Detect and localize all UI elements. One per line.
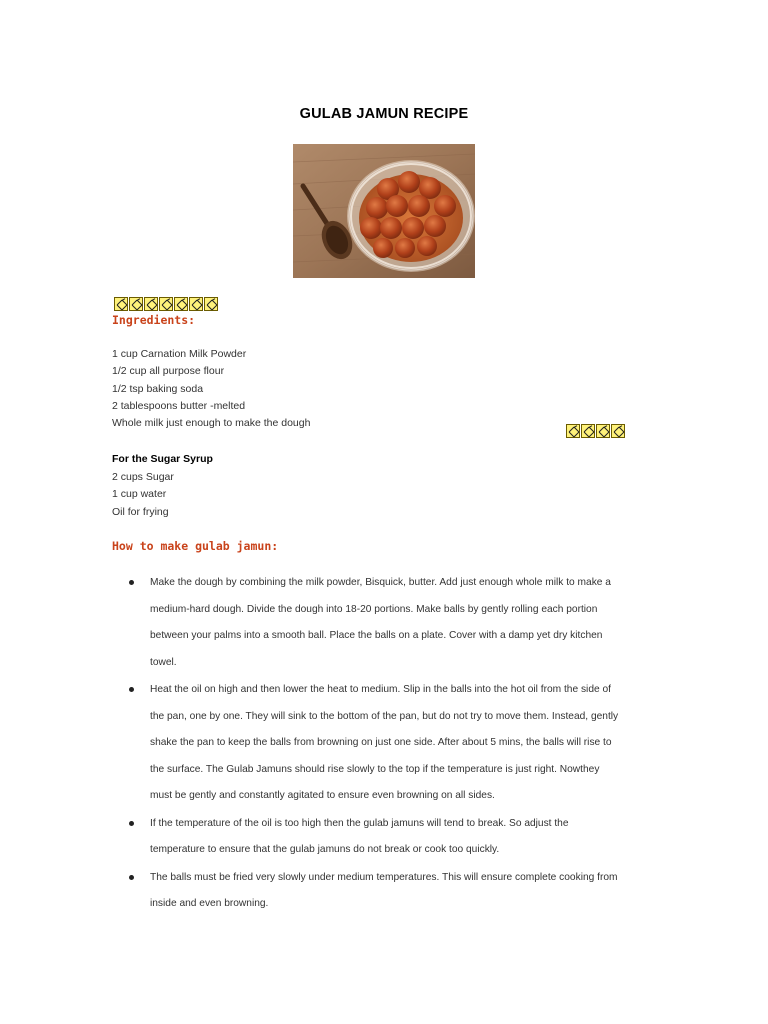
list-item: 1 cup water	[112, 488, 167, 501]
step-line: The balls must be fried very slowly under medium temperatures. This will ensure complete cooking from	[150, 871, 618, 883]
list-item	[150, 677, 650, 810]
list-item: 1 cup Carnation Milk Powder	[112, 348, 247, 360]
step-line: towel.	[150, 656, 177, 668]
lemon-squeezer-icon	[159, 297, 173, 311]
lemon-squeezer-icon	[174, 297, 188, 311]
method-heading: How to make gulab jamun:	[112, 539, 279, 553]
step-line: temperature to ensure that the gulab jamuns do not break or cook too quickly.	[150, 844, 500, 855]
method-steps	[150, 570, 650, 919]
lemon-squeezer-icon	[566, 424, 580, 438]
list-item	[150, 570, 650, 676]
syrup-list	[112, 469, 174, 521]
step-line: must be gently and constantly agitated to ensure even browning on all sides.	[150, 790, 495, 801]
ingredients-heading: Ingredients:	[112, 313, 196, 327]
lemon-squeezer-icon	[144, 297, 158, 311]
step-line: Heat the oil on high and then lower the heat to medium. Slip in the balls into the hot oil from the side of	[150, 684, 611, 695]
bullet-icon	[129, 821, 134, 826]
lemon-squeezer-icon	[596, 424, 610, 438]
decorative-icon-strip-top	[114, 297, 219, 311]
list-item: 2 cups Sugar	[112, 471, 174, 483]
list-item: 1/2 tsp baking soda	[112, 382, 204, 395]
bullet-icon	[129, 580, 134, 585]
list-item: 2 tablespoons butter -melted	[112, 399, 246, 412]
list-item	[150, 811, 650, 864]
ingredients-list	[112, 346, 310, 432]
sugar-syrup-heading: For the Sugar Syrup	[112, 453, 213, 465]
lemon-squeezer-icon	[189, 297, 203, 311]
step-line: medium-hard dough. Divide the dough into 18-20 portions. Make balls by gently rolling each portion	[150, 603, 598, 615]
page-title: GULAB JAMUN RECIPE	[299, 106, 469, 122]
lemon-squeezer-icon	[129, 297, 143, 311]
list-item: Oil for frying	[112, 505, 169, 518]
lemon-squeezer-icon	[114, 297, 128, 311]
gulab-jamun-photo	[293, 144, 475, 278]
step-line: inside and even browning.	[150, 898, 269, 909]
step-line: Make the dough by combining the milk powder, Bisquick, butter. Add just enough whole milk to make a	[150, 577, 611, 588]
decorative-icon-strip-side	[566, 424, 626, 438]
lemon-squeezer-icon	[611, 424, 625, 438]
lemon-squeezer-icon	[204, 297, 218, 311]
step-line: the surface. The Gulab Jamuns should rise slowly to the top if the temperature is just right. Nowthey	[150, 763, 600, 775]
list-item: Whole milk just enough to make the dough	[112, 417, 311, 430]
step-line: the pan, one by one. They will sink to the bottom of the pan, but do not try to move them. Instead, gently	[150, 710, 619, 722]
list-item	[150, 865, 650, 918]
bullet-icon	[129, 875, 134, 880]
step-line: between your palms into a smooth ball. Place the balls on a plate. Cover with a damp yet dry kitchen	[150, 630, 603, 641]
bullet-icon	[129, 687, 134, 692]
step-line: shake the pan to keep the balls from browning on just one side. After about 5 mins, the balls will rise to	[150, 737, 612, 748]
step-line: If the temperature of the oil is too high then the gulab jamuns will tend to break. So adjust the	[150, 817, 569, 829]
list-item: 1/2 cup all purpose flour	[112, 365, 225, 378]
lemon-squeezer-icon	[581, 424, 595, 438]
